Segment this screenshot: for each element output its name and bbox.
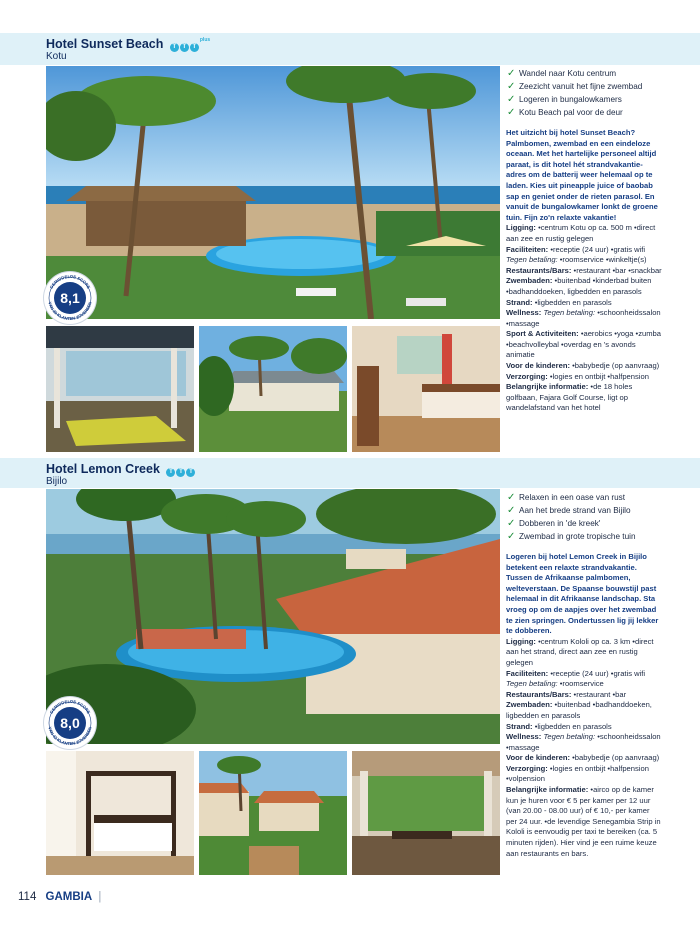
hotel-photo-room	[352, 326, 500, 452]
hotel-photo-bedroom	[46, 751, 194, 875]
score-label-bottom: VAN 42 KLANTEN ZOVERSEN	[47, 726, 93, 747]
tui-rating-stars	[170, 37, 210, 52]
hotel-photo-terrace	[352, 751, 500, 875]
info-faciliteiten: Faciliteiten: •receptie (24 uur) •gratis wifi Tegen betaling: •roomservice •winkeltje(s)	[506, 244, 647, 265]
info-belangrijk: Belangrijke informatie: •airco op de kamer kun je huren voor € 5 per kamer per 12 uur (van 20.00 - 08.00 uur) of € 10,- per kamer per 24 uur. •de levendige Senegambia Strip in Kololi is eenvoudig per taxi te bereiken (ca. 5 minuten rijden). Hier vind je een ruime keuze aan restaurants en bars.	[506, 785, 661, 858]
hotel-title	[46, 462, 196, 477]
feature-item: ✓ Wandel naar Kotu centrum	[507, 68, 617, 79]
feature-item: ✓ Zwembad in grote tropische tuin	[507, 531, 636, 542]
info-ligging: Ligging: •centrum Kotu op ca. 500 m •direct aan zee en rustig gelegen	[506, 223, 656, 243]
checkmark-icon: ✓	[507, 68, 516, 79]
info-sport: Sport & Activiteiten: •aerobics •yoga •zumba •beachvolleybal •overdag en 's avonds animatie	[506, 329, 661, 360]
hotel-name: Hotel Lemon Creek	[46, 462, 160, 476]
score-label-bottom: VAN 30 KLANTEN ZOVERSEN	[47, 301, 93, 322]
score-label-top: GEMIDDELDE SCORE	[48, 698, 92, 715]
hotel-photo-villas	[199, 751, 347, 875]
checkmark-icon: ✓	[507, 518, 516, 529]
country-name: GAMBIA	[45, 891, 93, 903]
info-restaurants: Restaurants/Bars: •restaurant •bar	[506, 689, 627, 699]
hotel-location: Kotu	[46, 51, 67, 62]
hotel-main-photo	[46, 489, 500, 747]
hotel-photo-restaurant	[46, 326, 194, 452]
info-zwembaden: Zwembaden: •buitenbad •badhanddoeken, ligbedden en parasols	[506, 700, 652, 720]
hotel-title	[46, 37, 210, 52]
guest-score-value: 8,1	[54, 282, 86, 314]
hotel-info-list	[506, 637, 662, 859]
info-kinderen: Voor de kinderen: •babybedje (op aanvraag)	[506, 361, 660, 371]
info-verzorging: Verzorging: •logies en ontbijt •halfpension	[506, 371, 649, 381]
checkmark-icon: ✓	[507, 94, 516, 105]
feature-item: ✓ Aan het brede strand van Bijilo	[507, 505, 631, 516]
hotel-description-column	[506, 67, 662, 414]
rating-star-icon: T	[176, 468, 185, 477]
feature-item: ✓ Logeren in bungalowkamers	[507, 94, 622, 105]
info-wellness: Wellness: Tegen betaling: •schoonheidssalon •massage	[506, 732, 661, 752]
info-restaurants: Restaurants/Bars: •restaurant •bar •snackbar	[506, 265, 662, 275]
feature-item: ✓ Relaxen in een oase van rust	[507, 492, 626, 503]
feature-item: ✓ Dobberen in 'de kreek'	[507, 518, 601, 529]
tui-rating-stars	[166, 462, 196, 477]
info-zwembaden: Zwembaden: •buitenbad •kinderbad buiten •badhanddoeken, ligbedden en parasols	[506, 276, 652, 296]
rating-star-icon: T	[186, 468, 195, 477]
checkmark-icon: ✓	[507, 81, 516, 92]
rating-star-icon: T	[170, 43, 179, 52]
rating-star-icon: T	[166, 468, 175, 477]
hotel-description-column	[506, 491, 662, 859]
checkmark-icon: ✓	[507, 107, 516, 118]
feature-list	[506, 491, 662, 543]
info-wellness: Wellness: Tegen betaling: •schoonheidssalon •massage	[506, 308, 661, 328]
footer-separator: |	[98, 891, 102, 903]
hotel-name: Hotel Sunset Beach	[46, 37, 164, 51]
info-strand: Strand: •ligbedden en parasols	[506, 721, 612, 731]
hotel-location: Bijilo	[46, 476, 68, 487]
score-label-top: GEMIDDELDE SCORE	[48, 273, 92, 290]
rating-star-icon: T	[180, 43, 189, 52]
guest-score-value: 8,0	[54, 707, 86, 739]
info-ligging: Ligging: •centrum Kololi op ca. 3 km •direct aan het strand, direct aan zee en rustig gelegen	[506, 636, 654, 667]
info-faciliteiten: Faciliteiten: •receptie (24 uur) •gratis wifi Tegen betaling: •roomservice	[506, 668, 646, 689]
hotel-intro: Logeren bij hotel Lemon Creek in Bijilo betekent een relaxte strandvakantie. Tussen de Afrikaanse palmbomen, welteverstaan. De Spaanse bouwstijl past helemaal in dit Afrikaanse landschap. Sta vroeg op om de aapjes over het zwembad te zien springen. Ondertussen lig jij lekker te dobberen.	[506, 552, 659, 636]
hotel-photo-garden	[199, 326, 347, 452]
rating-plus-label: plus	[199, 37, 211, 44]
checkmark-icon: ✓	[507, 531, 516, 542]
checkmark-icon: ✓	[507, 492, 516, 503]
hotel-main-photo	[46, 66, 500, 322]
info-kinderen: Voor de kinderen: •babybedje (op aanvraag)	[506, 753, 660, 763]
feature-item: ✓ Kotu Beach pal voor de deur	[507, 107, 623, 118]
feature-item: ✓ Zeezicht vanuit het fijne zwembad	[507, 81, 643, 92]
guest-score-badge	[44, 272, 96, 324]
feature-list	[506, 67, 662, 119]
page-number: 114	[18, 891, 37, 903]
hotel-info-list	[506, 223, 662, 414]
checkmark-icon: ✓	[507, 505, 516, 516]
hotel-intro: Het uitzicht bij hotel Sunset Beach? Palmbomen, zwembad en een eindeloze oceaan. Met het hartelijke personeel altijd paraat, is dit hotel hét strandvakantie-adres om de batterij weer helemaal op te laden. Kies uit pineapple juice of baobab sap en geniet onder de rieten parasol. En vanuit de bungalowkamer lonkt de groene tuin. Fijn zo'n relaxte vakantie!	[506, 128, 658, 222]
rating-star-icon: T	[190, 43, 199, 52]
page-footer	[18, 891, 101, 903]
info-strand: Strand: •ligbedden en parasols	[506, 297, 612, 307]
info-verzorging: Verzorging: •logies en ontbijt •halfpension •volpension	[506, 763, 649, 784]
info-belangrijk: Belangrijke informatie: •de 18 holes golfbaan, Fajara Golf Course, ligt op wandelafstand van het hotel	[506, 382, 633, 413]
guest-score-badge	[44, 697, 96, 749]
